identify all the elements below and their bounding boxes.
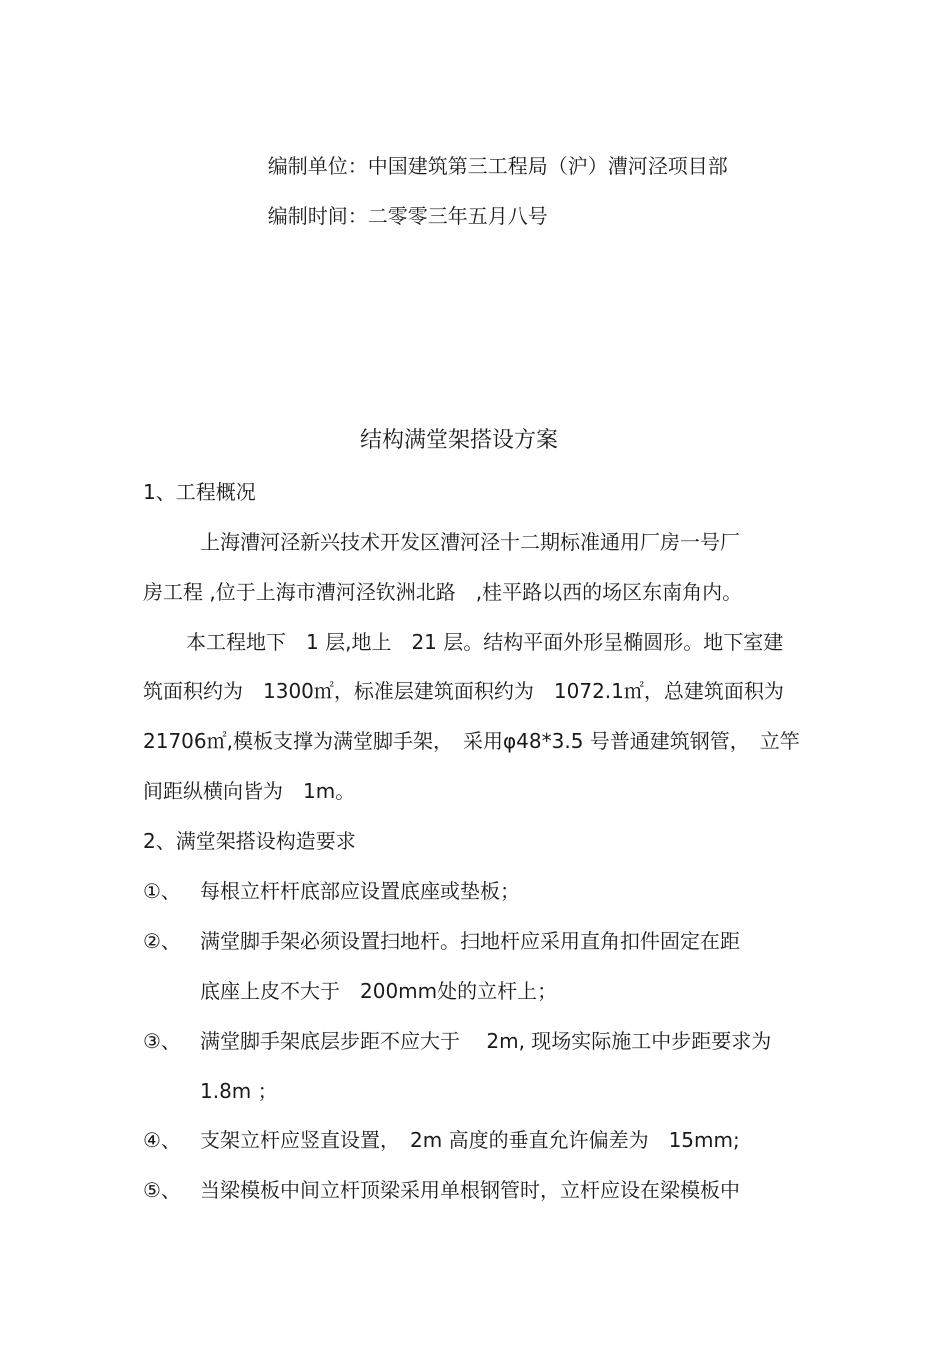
list-item-marker: ①、 (143, 879, 181, 903)
section-1-paragraph-1-line-1: 上海漕河泾新兴技术开发区漕河泾十二期标准通用厂房一号厂 (200, 530, 740, 554)
list-item-marker: ④、 (143, 1128, 181, 1152)
section-1-heading: 1、工程概况 (143, 480, 256, 504)
list-item-marker: ⑤、 (143, 1178, 181, 1202)
document-title: 结构满堂架搭设方案 (360, 428, 559, 453)
section-1-paragraph-2-line-1: 本工程地下 1 层,地上 21 层。结构平面外形呈椭圆形。地下室建 (186, 630, 784, 654)
list-item-text-continuation: 1.8m ； (200, 1079, 278, 1103)
compile-time-label: 编制时间： (267, 204, 368, 228)
compile-time-line (255, 177, 548, 229)
list-item-text: 满堂脚手架底层步距不应大于 2m, 现场实际施工中步距要求为 (200, 1029, 772, 1053)
section-1-paragraph-1-line-2: 房工程 ,位于上海市漕河泾钦洲北路 ,桂平路以西的场区东南角内。 (143, 580, 743, 604)
compiler-unit-line (255, 127, 728, 179)
section-1-paragraph-2-line-4: 间距纵横向皆为 1m。 (143, 779, 356, 803)
list-item-text: 满堂脚手架必须设置扫地杆。扫地杆应采用直角扣件固定在距 (200, 929, 740, 953)
list-item-text: 每根立杆杆底部应设置底座或垫板； (200, 879, 520, 903)
compile-time-value: 二零零三年五月八号 (367, 204, 548, 228)
compiler-unit-label: 编制单位： (267, 154, 368, 178)
list-item-text-continuation: 底座上皮不大于 200mm处的立杆上； (200, 979, 558, 1003)
section-1-paragraph-2-line-2: 筑面积约为 1300㎡，标准层建筑面积约为 1072.1㎡，总建筑面积为 (143, 679, 784, 703)
section-1-paragraph-2-line-3: 21706㎡,模板支撑为满堂脚手架， 采用φ48*3.5 号普通建筑钢管， 立竿 (143, 729, 800, 753)
section-2-heading: 2、满堂架搭设构造要求 (143, 829, 356, 853)
compiler-unit-value: 中国建筑第三工程局（沪）漕河泾项目部 (367, 154, 728, 178)
list-item-marker: ③、 (143, 1029, 181, 1053)
list-item-text: 当梁模板中间立杆顶梁采用单根钢管时，立杆应设在梁模板中 (200, 1178, 740, 1202)
list-item-marker: ②、 (143, 929, 181, 953)
list-item-text: 支架立杆应竖直设置， 2m 高度的垂直允许偏差为 15mm; (200, 1128, 740, 1152)
